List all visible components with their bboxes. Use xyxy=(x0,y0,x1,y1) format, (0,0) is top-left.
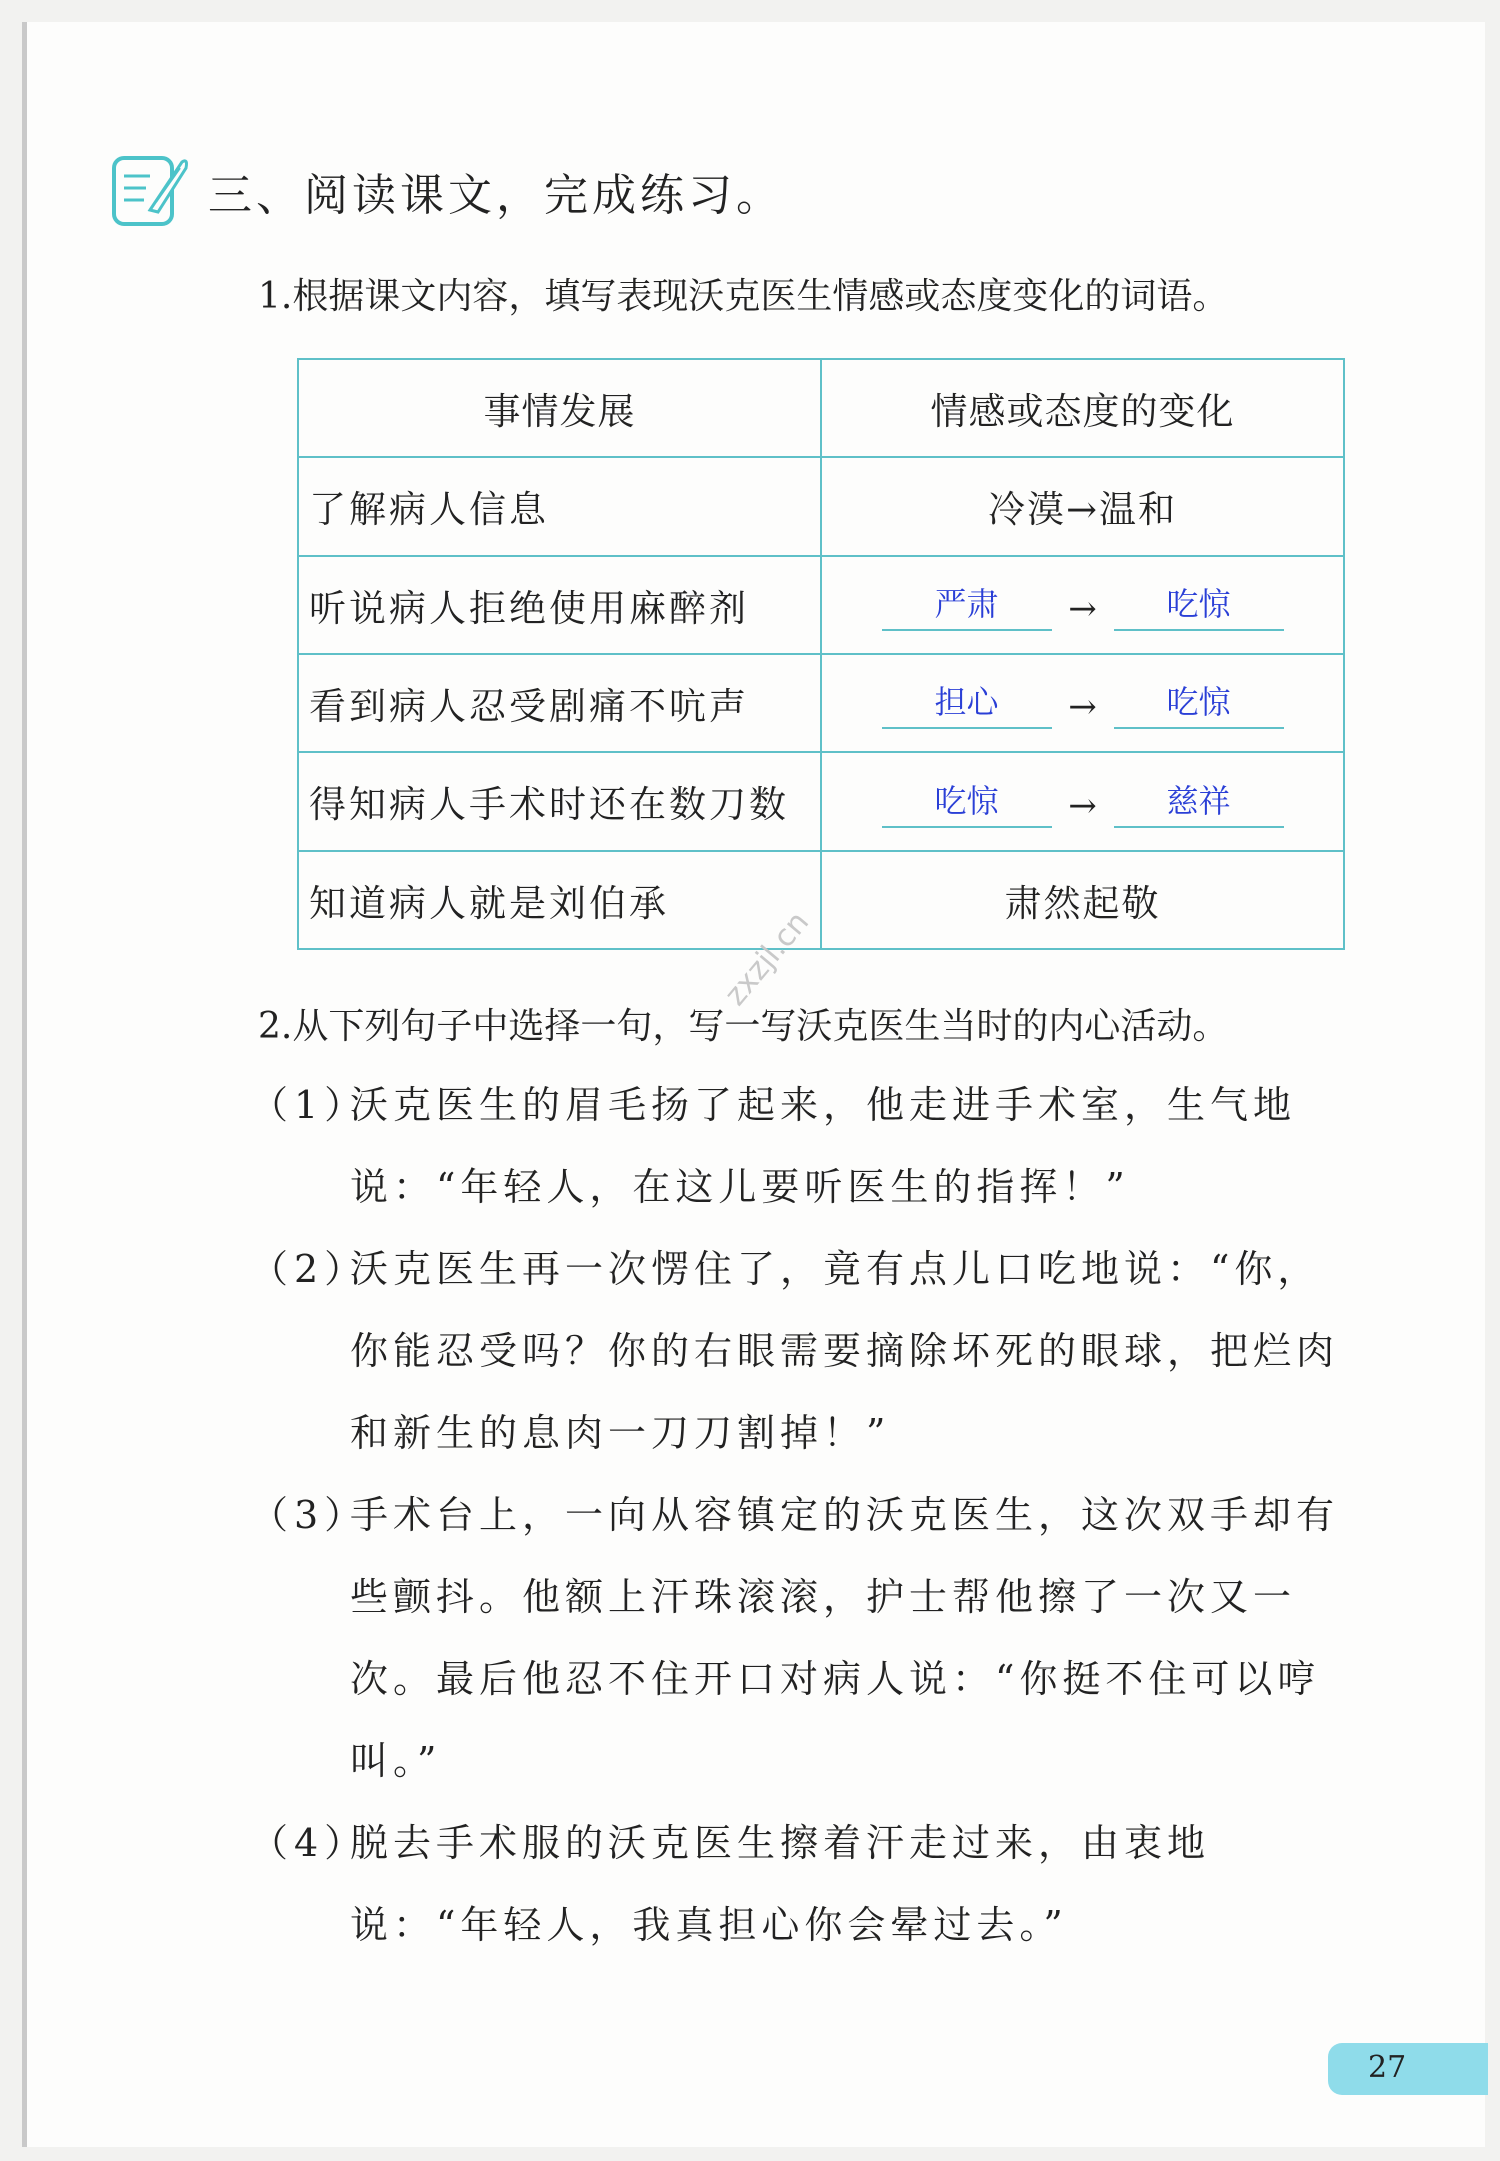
event-cell: 知道病人就是刘伯承 xyxy=(298,851,821,949)
table-row xyxy=(298,851,1344,949)
event-cell: 听说病人拒绝使用麻醉剂 xyxy=(298,556,821,654)
header-event: 事情发展 xyxy=(298,359,821,457)
table-header-row xyxy=(298,359,1344,457)
option-text: 沃克医生再一次愣住了，竟有点儿口吃地说：“你，你能忍受吗？你的右眼需要摘除坏死的眼球，把烂肉和新生的息肉一刀刀割掉！” xyxy=(350,1247,1340,1455)
change-cell: 肃然起敬 xyxy=(821,851,1344,949)
binding-edge xyxy=(22,22,27,2147)
table-row xyxy=(298,654,1344,752)
option-text: 脱去手术服的沃克医生擦着汗走过来，由衷地说：“年轻人，我真担心你会晕过去。” xyxy=(350,1821,1211,1947)
sentence-option-4[interactable] xyxy=(250,1802,1360,1966)
watermark: zxzjl.cn xyxy=(718,904,817,1013)
page-number-tab xyxy=(1328,2043,1488,2095)
table-row xyxy=(298,556,1344,654)
option-number: （1） xyxy=(250,1083,369,1127)
arrow: → xyxy=(1068,588,1097,629)
option-number: （2） xyxy=(250,1247,369,1291)
change-cell: 冷漠→温和 xyxy=(821,457,1344,555)
table-row xyxy=(298,752,1344,850)
answer-cell xyxy=(821,752,1344,850)
answer-blank-to[interactable]: 吃惊 xyxy=(1114,677,1284,729)
emotion-change-table xyxy=(297,358,1345,950)
section-header xyxy=(110,150,784,232)
arrow: → xyxy=(1068,785,1097,826)
option-text: 沃克医生的眉毛扬了起来，他走进手术室，生气地说：“年轻人，在这儿要听医生的指挥！” xyxy=(350,1083,1297,1209)
notebook-pen-icon xyxy=(110,150,192,232)
answer-blank-from[interactable]: 担心 xyxy=(882,677,1052,729)
event-cell: 了解病人信息 xyxy=(298,457,821,555)
sentence-option-3[interactable] xyxy=(250,1474,1360,1802)
event-cell: 看到病人忍受剧痛不吭声 xyxy=(298,654,821,752)
question-2-prompt: 2.从下列句子中选择一句，写一写沃克医生当时的内心活动。 xyxy=(258,1006,1229,1047)
answer-blank-to[interactable]: 吃惊 xyxy=(1114,579,1284,631)
question-1-prompt: 1.根据课文内容，填写表现沃克医生情感或态度变化的词语。 xyxy=(258,276,1229,317)
sentence-option-2[interactable] xyxy=(250,1228,1360,1474)
header-change: 情感或态度的变化 xyxy=(821,359,1344,457)
table-row xyxy=(298,457,1344,555)
answer-blank-from[interactable]: 吃惊 xyxy=(882,776,1052,828)
answer-cell xyxy=(821,556,1344,654)
arrow: → xyxy=(1068,687,1097,728)
option-text: 手术台上，一向从容镇定的沃克医生，这次双手却有些颤抖。他额上汗珠滚滚，护士帮他擦了一次又一次。最后他忍不住开口对病人说：“你挺不住可以哼叫。” xyxy=(350,1493,1340,1783)
option-number: （4） xyxy=(250,1821,369,1865)
option-number: （3） xyxy=(250,1493,369,1537)
event-cell: 得知病人手术时还在数刀数 xyxy=(298,752,821,850)
section-title: 三、阅读课文，完成练习。 xyxy=(208,170,784,221)
answer-blank-to[interactable]: 慈祥 xyxy=(1114,776,1284,828)
answer-cell xyxy=(821,654,1344,752)
answer-blank-from[interactable]: 严肃 xyxy=(882,579,1052,631)
sentence-option-1[interactable] xyxy=(250,1064,1360,1228)
page-number: 27 xyxy=(1368,2050,1407,2085)
